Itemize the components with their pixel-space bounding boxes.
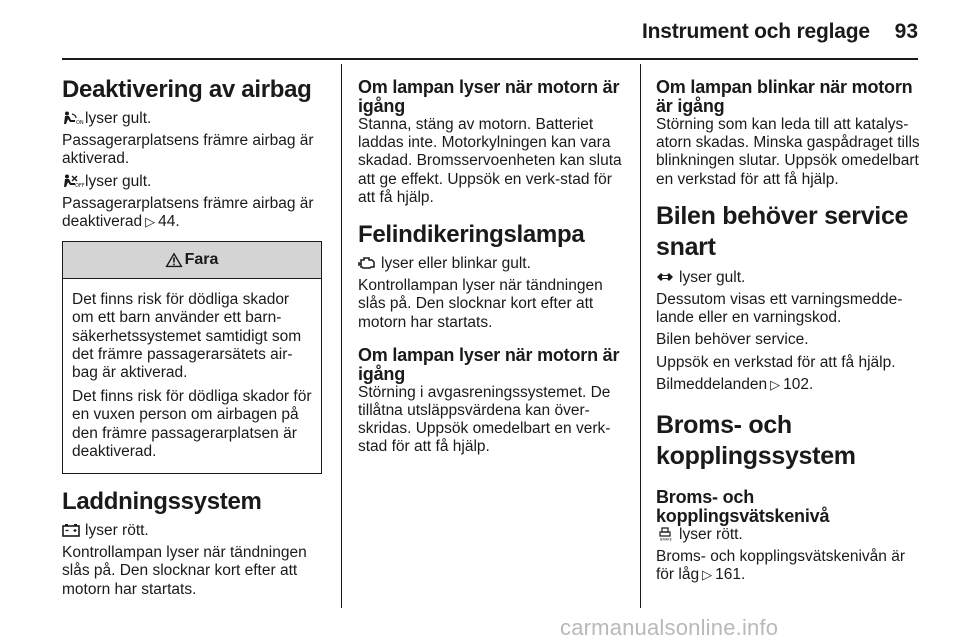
service-paragraph: Dessutom visas ett varningsmedde-lande eller en varningskod. <box>656 291 903 327</box>
page-title: Instrument och reglage <box>642 20 870 43</box>
fault-text: Kontrollampan lyser när tändningen slås på. Den slocknar kort efter att motorn har startats. <box>358 277 603 331</box>
charging-heading: Laddningssystem <box>62 488 262 516</box>
brake-heading: Broms- och kopplingssystem <box>656 411 856 471</box>
column-1 <box>62 64 324 607</box>
danger-warning-paragraph: Det finns risk för dödliga skador för en vuxen person om airbagen på den främre passagerarplatsen är deaktiverad. <box>72 388 312 460</box>
charging-text: Kontrollampan lyser när tändningen slås på. Den slocknar kort efter att motorn har startats. <box>62 544 307 598</box>
airbag-on-icon <box>62 111 84 126</box>
header-divider <box>62 58 918 60</box>
blink-heading: Om lampan blinkar när motorn är igång <box>656 77 913 116</box>
airbag-off-ref[interactable]: 44. <box>158 213 180 231</box>
danger-warning-body <box>63 279 321 473</box>
service-status-line <box>656 269 922 287</box>
brake-subheading: Broms- och kopplingsvätskenivå <box>656 487 830 527</box>
brake-fluid-icon <box>656 527 674 541</box>
brake-status: lyser rött. <box>679 526 743 544</box>
page-header <box>62 14 918 54</box>
danger-warning-header <box>63 242 321 279</box>
page-ref-icon: ▷ <box>702 567 713 583</box>
column-divider <box>341 64 342 608</box>
warning-triangle-icon <box>166 253 182 267</box>
danger-warning-box <box>62 241 322 474</box>
wrench-icon <box>656 270 674 284</box>
charging-status-line <box>62 522 324 540</box>
lamp-on-heading: Om lampan lyser när motorn är igång <box>358 77 620 116</box>
engine-icon <box>358 256 376 270</box>
page-ref-icon: ▷ <box>145 214 156 230</box>
svg-text:ON: ON <box>76 120 84 126</box>
service-paragraph: Bilen behöver service. <box>656 331 809 349</box>
airbag-heading: Deaktivering av airbag <box>62 76 312 103</box>
brake-ref[interactable]: 161. <box>715 566 746 584</box>
airbag-off-description: Passagerarplatsens främre airbag är deaktiverad <box>62 194 314 231</box>
charging-status: lyser rött. <box>85 522 149 540</box>
airbag-on-text: Passagerarplatsens främre airbag är aktiverad. <box>62 132 314 168</box>
watermark: carmanualsonline.info <box>560 615 779 640</box>
brake-status-line <box>656 526 922 544</box>
lamp-on-text: Stanna, stäng av motorn. Batteriet laddas inte. Motorkylningen kan vara skadad. Bromsservoenheten kan sluta att ge effekt. Uppsök en verk-stad för att få hjälp. <box>358 116 622 206</box>
airbag-on-line <box>62 110 324 128</box>
fault-status-line <box>358 255 624 273</box>
airbag-off-status: lyser gult. <box>85 172 152 190</box>
page-number: 93 <box>894 20 918 43</box>
danger-warning-title: Fara <box>184 251 219 269</box>
brake-text-line <box>656 548 922 584</box>
battery-icon <box>62 523 80 537</box>
danger-warning-paragraph: Det finns risk för dödliga skador om ett barn använder ett barn-säkerhetssystemet samtidigt som det främre passagerarsätets air-bag är aktiverad. <box>72 291 302 382</box>
service-ref[interactable]: 102. <box>783 375 814 393</box>
brake-text: Broms- och kopplingsvätskenivån är för låg <box>656 548 905 584</box>
blink-text: Störning som kan leda till att katalys-atorn skadas. Minska gaspådraget tills blinkningen slutar. Uppsök omedelbart en verkstad för att få hjälp. <box>656 116 920 188</box>
fault-heading: Felindikeringslampa <box>358 221 585 249</box>
airbag-off-icon <box>62 174 85 189</box>
fault-status: lyser eller blinkar gult. <box>381 255 531 273</box>
airbag-off-text <box>62 195 324 231</box>
airbag-off-line <box>62 173 324 191</box>
column-3 <box>656 64 922 593</box>
page-ref-icon: ▷ <box>770 376 781 392</box>
service-heading: Bilen behöver service snart <box>656 201 909 261</box>
service-ref-line <box>656 376 922 394</box>
column-2 <box>358 64 624 465</box>
lamp-on2-heading: Om lampan lyser när motorn är igång <box>358 344 620 384</box>
service-ref-label: Bilmeddelanden <box>656 375 768 393</box>
service-paragraph: Uppsök en verkstad för att få hjälp. <box>656 353 896 371</box>
lamp-on2-text: Störning i avgasreningssystemet. De tillåtna utsläppsvärdena kan över-skridas. Uppsök omedelbart en verk-stad för att få hjälp. <box>358 383 611 456</box>
svg-text:OFF: OFF <box>75 182 85 189</box>
airbag-on-status: lyser gult. <box>85 110 152 127</box>
service-status: lyser gult. <box>679 268 746 286</box>
column-divider <box>640 64 641 608</box>
svg-text:BRAKE: BRAKE <box>660 537 672 542</box>
